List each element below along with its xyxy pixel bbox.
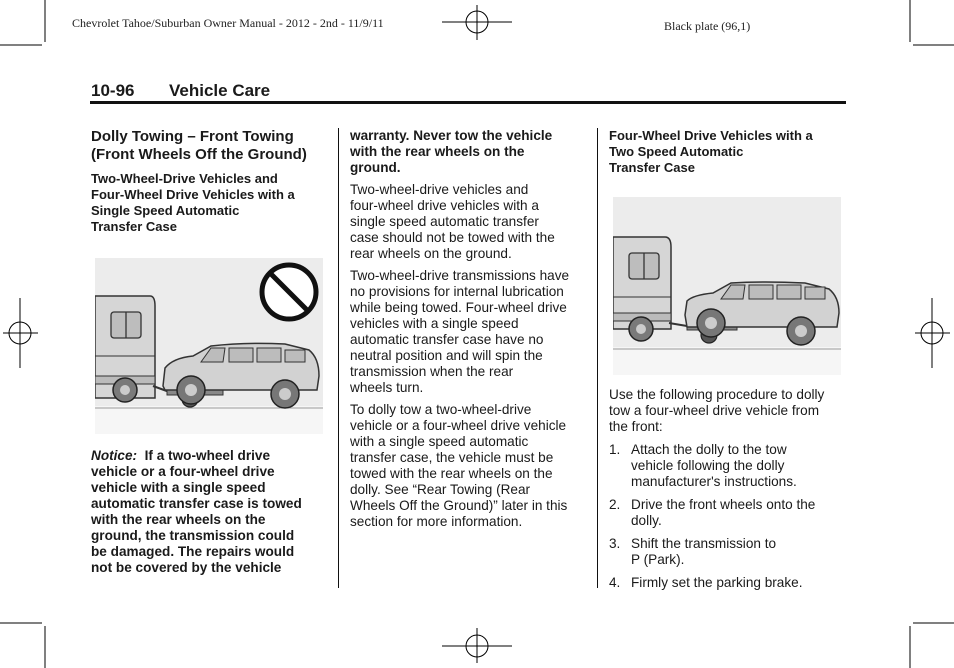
prohibited-icon bbox=[262, 265, 316, 319]
list-item: 4. Firmly set the parking brake. bbox=[609, 575, 803, 590]
column-3 bbox=[609, 128, 849, 176]
section-title: Vehicle Care bbox=[169, 81, 271, 100]
motorhome-icon bbox=[613, 237, 671, 341]
list-item: 2. Drive the front wheels onto the dolly. bbox=[609, 497, 816, 528]
towing-illustration-dolly bbox=[613, 197, 841, 375]
procedure-steps bbox=[609, 442, 849, 591]
section-heading: Dolly Towing – Front Towing (Front Wheels Off the Ground) bbox=[91, 128, 307, 163]
towing-illustration-prohibited bbox=[95, 258, 323, 434]
plate-info-right: Black plate (96,1) bbox=[664, 19, 751, 33]
procedure-intro: Use the following procedure to dolly tow a four-wheel drive vehicle from the front: bbox=[609, 387, 825, 434]
column-divider bbox=[338, 128, 339, 588]
column-1 bbox=[91, 128, 331, 235]
paragraph: Two-wheel-drive transmissions have no provisions for internal lubrication while being towed. Four-wheel drive vehicles with a single speed automatic transfer case have no neutral position and will spin the transmission when the rear wheels turn. bbox=[350, 268, 570, 395]
list-item: 1. Attach the dolly to the tow vehicle following the dolly manufacturer's instructions. bbox=[609, 442, 797, 489]
plate-info-left: Chevrolet Tahoe/Suburban Owner Manual - 2012 - 2nd - 11/9/11 bbox=[72, 16, 384, 30]
page-number: 10-96 bbox=[91, 81, 135, 100]
procedure-block bbox=[609, 387, 849, 598]
subheading: Four-Wheel Drive Vehicles with a Two Speed Automatic Transfer Case bbox=[609, 128, 813, 175]
column-2 bbox=[350, 128, 590, 530]
subheading: Two-Wheel-Drive Vehicles and Four-Wheel Drive Vehicles with a Single Speed Automatic Transfer Case bbox=[91, 171, 295, 234]
notice-block: Notice: If a two-wheel drive vehicle or a four-wheel drive vehicle with a single speed automatic transfer case is towed with the rear wheels on the ground, the transmission could be damaged. The repairs would not be covered by the vehicle bbox=[91, 448, 302, 575]
header-rule bbox=[90, 101, 846, 104]
column-divider bbox=[597, 128, 598, 588]
motorhome-icon bbox=[95, 296, 155, 402]
list-item: 3. Shift the transmission to P (Park). bbox=[609, 536, 777, 567]
paragraph: Two-wheel-drive vehicles and four-wheel drive vehicles with a single speed automatic transfer case should not be towed with the rear wheels on the ground. bbox=[350, 182, 555, 261]
notice-label: Notice: bbox=[91, 448, 138, 463]
notice-continued: warranty. Never tow the vehicle with the rear wheels on the ground. bbox=[350, 128, 553, 175]
paragraph: To dolly tow a two-wheel-drive vehicle or a four-wheel drive vehicle with a single speed automatic transfer case, the vehicle must be towed with the rear wheels on the dolly. See “Rear Towing (Rear Wheels Off the Ground)” later in this section for more information. bbox=[350, 402, 568, 529]
